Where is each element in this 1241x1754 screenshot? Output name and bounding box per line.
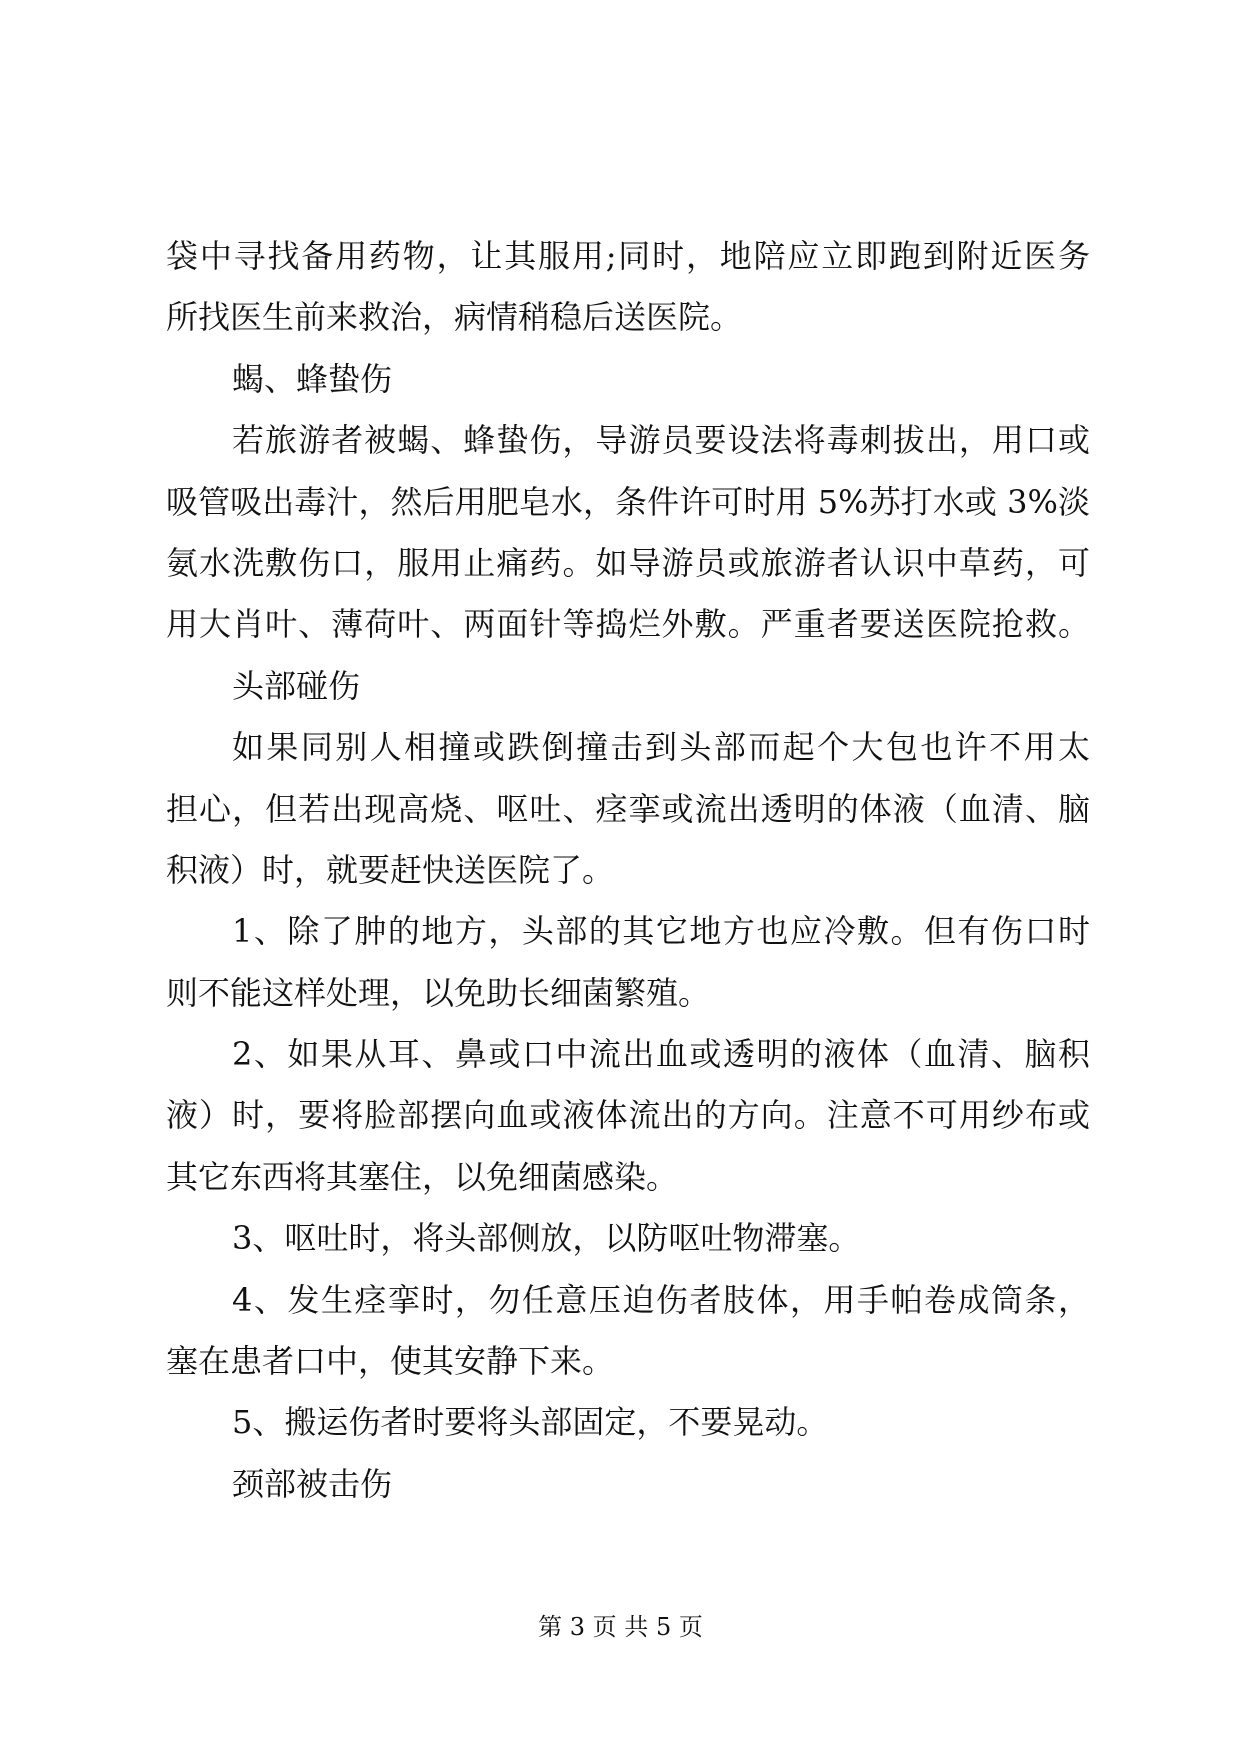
- text-line: 袋中寻找备用药物，让其服用;同时，地陪应立即跑到附近医务: [166, 237, 1090, 275]
- text-line: 若旅游者被蝎、蜂蛰伤，导游员要设法将毒刺拔出，用口或: [232, 421, 1090, 460]
- text-line: 担心，但若出现高烧、呕吐、痉挛或流出透明的体液（血清、脑: [166, 789, 1090, 828]
- document-body: [166, 226, 1090, 1515]
- text-line: 塞在患者口中，使其安静下来。: [166, 1342, 615, 1381]
- text-line: 液）时，要将脸部摆向血或液体流出的方向。注意不可用纱布或: [166, 1096, 1090, 1135]
- text-line: 积液）时，就要赶快送医院了。: [166, 850, 615, 889]
- text-line: 4、发生痉挛时，勿任意压迫伤者肢体，用手帕卷成筒条，: [232, 1280, 1090, 1319]
- text-line: 5、搬运伤者时要将头部固定，不要晃动。: [232, 1403, 829, 1442]
- text-line: 3、呕吐时，将头部侧放，以防呕吐物滞塞。: [232, 1219, 861, 1258]
- text-line: 1、除了肿的地方，头部的其它地方也应冷敷。但有伤口时: [232, 912, 1090, 951]
- page-footer: 第 3 页 共 5 页: [538, 1613, 703, 1641]
- text-line: 如果同别人相撞或跌倒撞击到头部而起个大包也许不用太: [232, 728, 1090, 767]
- text-line: 则不能这样处理，以免助长细菌繁殖。: [166, 973, 711, 1012]
- text-line: 2、如果从耳、鼻或口中流出血或透明的液体（血清、脑积: [232, 1035, 1090, 1074]
- text-line: 其它东西将其塞住，以免细菌感染。: [166, 1157, 679, 1196]
- text-line: 所找医生前来救治，病情稍稳后送医院。: [166, 298, 743, 337]
- text-line: 颈部被击伤: [232, 1464, 393, 1503]
- text-line: 氨水洗敷伤口，服用止痛药。如导游员或旅游者认识中草药，可: [166, 543, 1090, 582]
- text-line: 吸管吸出毒汁，然后用肥皂水，条件许可时用 5%苏打水或 3%淡: [166, 482, 1090, 521]
- text-line: 用大肖叶、薄荷叶、两面针等捣烂外敷。严重者要送医院抢救。: [166, 605, 1090, 644]
- text-line: 蝎、蜂蛰伤: [232, 359, 393, 398]
- text-line: 头部碰伤: [232, 666, 361, 705]
